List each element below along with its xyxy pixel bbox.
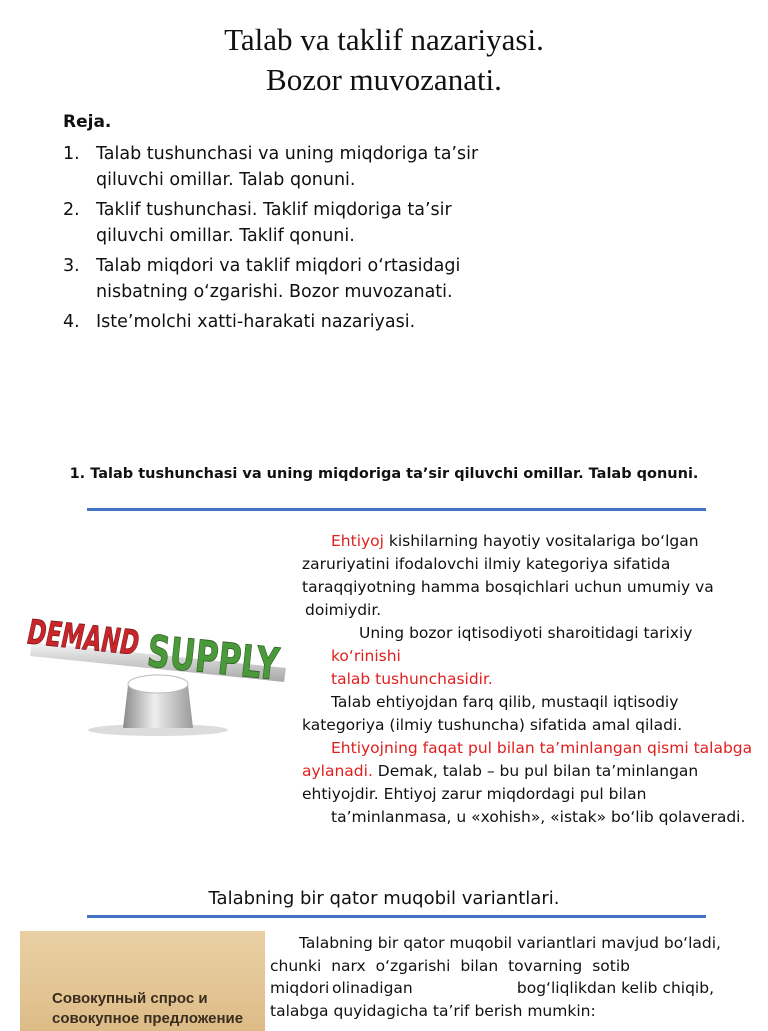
plan-item-number: 3. (63, 256, 80, 276)
section-divider (87, 915, 706, 918)
highlight-text: Ehtiyoj (331, 532, 384, 550)
paragraph-line (270, 977, 714, 1000)
section-1-paragraph (302, 530, 752, 829)
plan-item-number: 1. (63, 144, 80, 164)
paragraph-text: kategoriya (ilmiy tushuncha) sifatida amal qiladi. (302, 716, 683, 734)
paragraph-text: kishilarning hayotiy vositalariga bo‘lgan (383, 532, 699, 550)
highlight-text: Ehtiyojning faqat pul bilan ta’minlangan qismi talabga (331, 739, 753, 757)
plan-list (63, 141, 533, 339)
highlight-text: talab tushunchasidir. (331, 670, 493, 688)
section-1-heading: 1. Talab tushunchasi va uning miqdoriga ta’sir qiluvchi omillar. Talab qonuni. (69, 466, 699, 482)
plan-item-text: Talab miqdori va taklif miqdori o‘rtasidagi (96, 256, 461, 276)
title-line-2: Bozor muvozanati. (266, 62, 502, 97)
paragraph-word: o‘zgarishi (375, 956, 451, 975)
plan-item-1 (63, 141, 533, 193)
plan-item-text: Talab tushunchasi va uning miqdoriga ta’sir (96, 144, 479, 164)
title-line-1: Talab va taklif nazariyasi. (224, 22, 544, 57)
plan-item-number: 4. (63, 312, 80, 332)
demand-word: DEMAND (23, 612, 199, 670)
demand-supply-illustration (23, 560, 335, 740)
paragraph-word: bilan (460, 956, 499, 975)
section-2-heading: Talabning bir qator muqobil variantlari. (208, 888, 560, 909)
plan-item-3 (63, 253, 533, 305)
book-title-line: совокупное предложение (52, 1010, 244, 1027)
paragraph-text: ehtiyojdir. Ehtiyoj zarur miqdordagi pul bilan (302, 785, 647, 803)
plan-item-text: Iste’molchi xatti-harakati nazariyasi. (96, 312, 416, 332)
paragraph-text: Talabning bir qator muqobil variantlari mavjud bo‘ladi, (299, 934, 721, 952)
plan-item-text: qiluvchi omillar. Talab qonuni. (96, 170, 356, 190)
highlight-text: ko‘rinishi (331, 647, 401, 665)
page-title (0, 20, 768, 100)
plan-item-4 (63, 309, 533, 335)
paragraph-text: taraqqiyotning hamma bosqichlari uchun umumiy va (302, 578, 714, 596)
paragraph-text: Demak, talab – bu pul bilan ta’minlangan (372, 762, 699, 780)
paragraph-text: zaruriyatini ifodalovchi ilmiy kategoriya sifatida (302, 555, 671, 573)
book-title-line: Совокупный спрос и (52, 990, 208, 1007)
book-cover-image (20, 931, 265, 1031)
paragraph-line (270, 955, 630, 978)
plan-item-text: qiluvchi omillar. Taklif qonuni. (96, 226, 355, 246)
paragraph-text: talabga quyidagicha ta’rif berish mumkin: (270, 1001, 596, 1020)
plan-item-text: Taklif tushunchasi. Taklif miqdoriga ta’sir (96, 200, 452, 220)
section-divider (87, 508, 706, 511)
paragraph-word: sotib (592, 956, 630, 975)
paragraph-word: chunki (270, 956, 322, 975)
paragraph-text: Talab ehtiyojdan farq qilib, mustaqil iqtisodiy (331, 693, 679, 711)
paragraph-text: Uning bozor iqtisodiyoti sharoitidagi tarixiy (359, 624, 693, 642)
highlight-text: aylanadi. (302, 762, 373, 780)
paragraph-word: tovarning (508, 956, 583, 975)
paragraph-word: olinadigan (332, 979, 413, 997)
plan-item-2 (63, 197, 533, 249)
paragraph-word: bog‘liqlikdan kelib chiqib, (516, 979, 714, 997)
paragraph-text: ta’minlanmasa, u «xohish», «istak» bo‘lib qolaveradi. (331, 808, 746, 826)
section-2-paragraph (270, 932, 721, 1022)
supply-word: SUPPLY (144, 626, 335, 697)
plan-item-number: 2. (63, 200, 80, 220)
paragraph-word: miqdori (270, 979, 330, 997)
paragraph-text: doimiydir. (305, 601, 382, 619)
paragraph-word: narx (331, 956, 366, 975)
plan-item-text: nisbatning o‘zgarishi. Bozor muvozanati. (96, 282, 453, 302)
plan-label: Reja. (63, 112, 112, 132)
